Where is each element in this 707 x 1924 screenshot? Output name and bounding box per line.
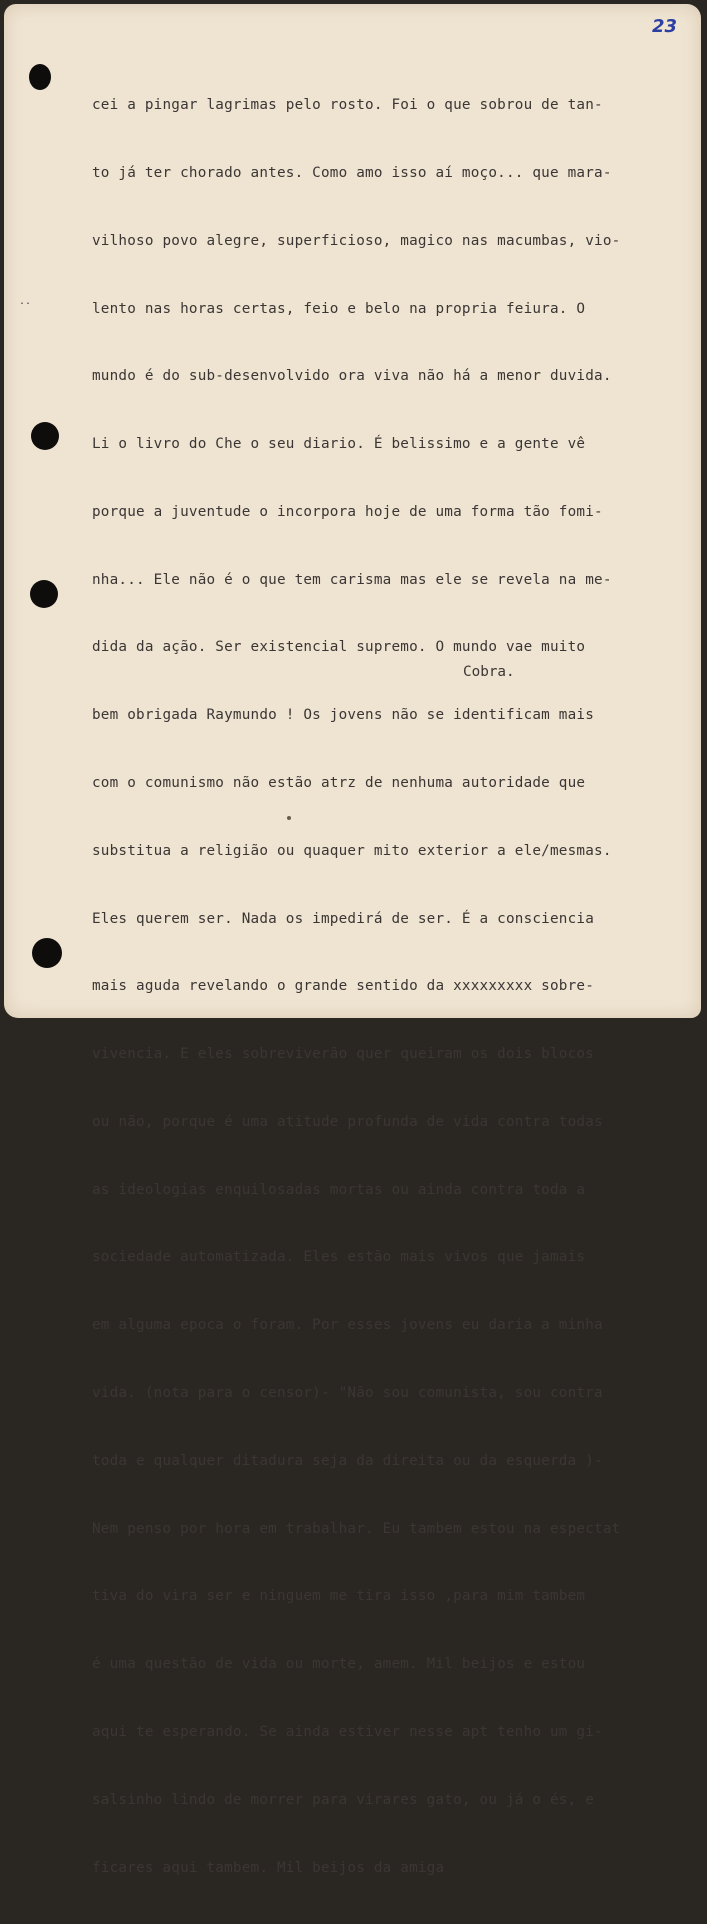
text-line: nha... Ele não é o que tem carisma mas ele se revela na me- <box>92 571 612 588</box>
signature: Cobra. <box>463 664 515 680</box>
text-line: bem obrigada Raymundo ! Os jovens não se identificam mais <box>92 707 595 724</box>
punch-hole <box>29 64 51 90</box>
text-line: mais aguda revelando o grande sentido da xxxxxxxxx sobre- <box>92 978 595 995</box>
text-line: dida da ação. Ser existencial supremo. O mundo vae muito <box>92 639 586 656</box>
text-line: porque a juventude o incorpora hoje de uma forma tão fomi- <box>92 503 603 520</box>
letter-page <box>4 4 701 1876</box>
punch-hole <box>31 422 59 450</box>
text-line: cei a pingar lagrimas pelo rosto. Foi o que sobrou de tan- <box>92 97 603 114</box>
text-line: ficares aqui tambem. Mil beijos da amiga <box>92 1859 445 1876</box>
text-line: lento nas horas certas, feio e belo na propria feiura. O <box>92 300 586 317</box>
text-line: salsinho lindo de morrer para virares gato, ou já o és, e <box>92 1791 595 1808</box>
text-line: Li o livro do Che o seu diario. É belissimo e a gente vê <box>92 436 586 453</box>
text-line: sociedade automatizada. Eles estão mais vivos que jamais <box>92 1249 586 1266</box>
text-line: vivencia. E eles sobreviverão quer queiram os dois blocos <box>92 1046 595 1063</box>
letter-body <box>92 49 692 1924</box>
text-line: com o comunismo não estão atrz de nenhuma autoridade que <box>92 775 586 791</box>
text-line: as ideologias enquilosadas mortas ou ainda contra toda a <box>92 1181 586 1198</box>
text-line: tiva do vira ser e ninguem me tira isso ,para mim tambem <box>92 1588 586 1605</box>
text-line: to já ter chorado antes. Como amo isso aí moço... que mara- <box>92 164 612 181</box>
page-number: 23 <box>652 16 678 37</box>
text-line: aqui te esperando. Se ainda estiver nesse apt tenho um gi- <box>92 1723 603 1740</box>
text-line: em alguma epoca o foram. Por esses jovens eu daria a minha <box>92 1317 603 1334</box>
punch-hole <box>30 580 58 608</box>
text-line: Nem penso por hora em trabalhar. Eu tambem estou na espectat <box>92 1520 621 1537</box>
text-line: ou não, porque é uma atitude profunda de vida contra todas <box>92 1113 603 1130</box>
text-line: toda e qualquer ditadura seja da direita ou da esquerda )- <box>92 1452 603 1469</box>
punch-hole <box>32 938 62 968</box>
text-line: é uma questão de vida ou morte, amem. Mil beijos e estou <box>92 1656 586 1673</box>
text-line: vida. (nota para o censor)- "Não sou comunista, sou contra <box>92 1385 603 1402</box>
text-line: vilhoso povo alegre, superficioso, magico nas macumbas, vio- <box>92 232 621 249</box>
margin-mark: .. <box>19 296 32 307</box>
text-line: mundo é do sub-desenvolvido ora viva não há a menor duvida. <box>92 368 612 385</box>
text-line: substitua a religião ou quaquer mito exterior a ele/mesmas. <box>92 842 612 859</box>
text-line: Eles querem ser. Nada os impedirá de ser. É a consciencia <box>92 910 595 927</box>
